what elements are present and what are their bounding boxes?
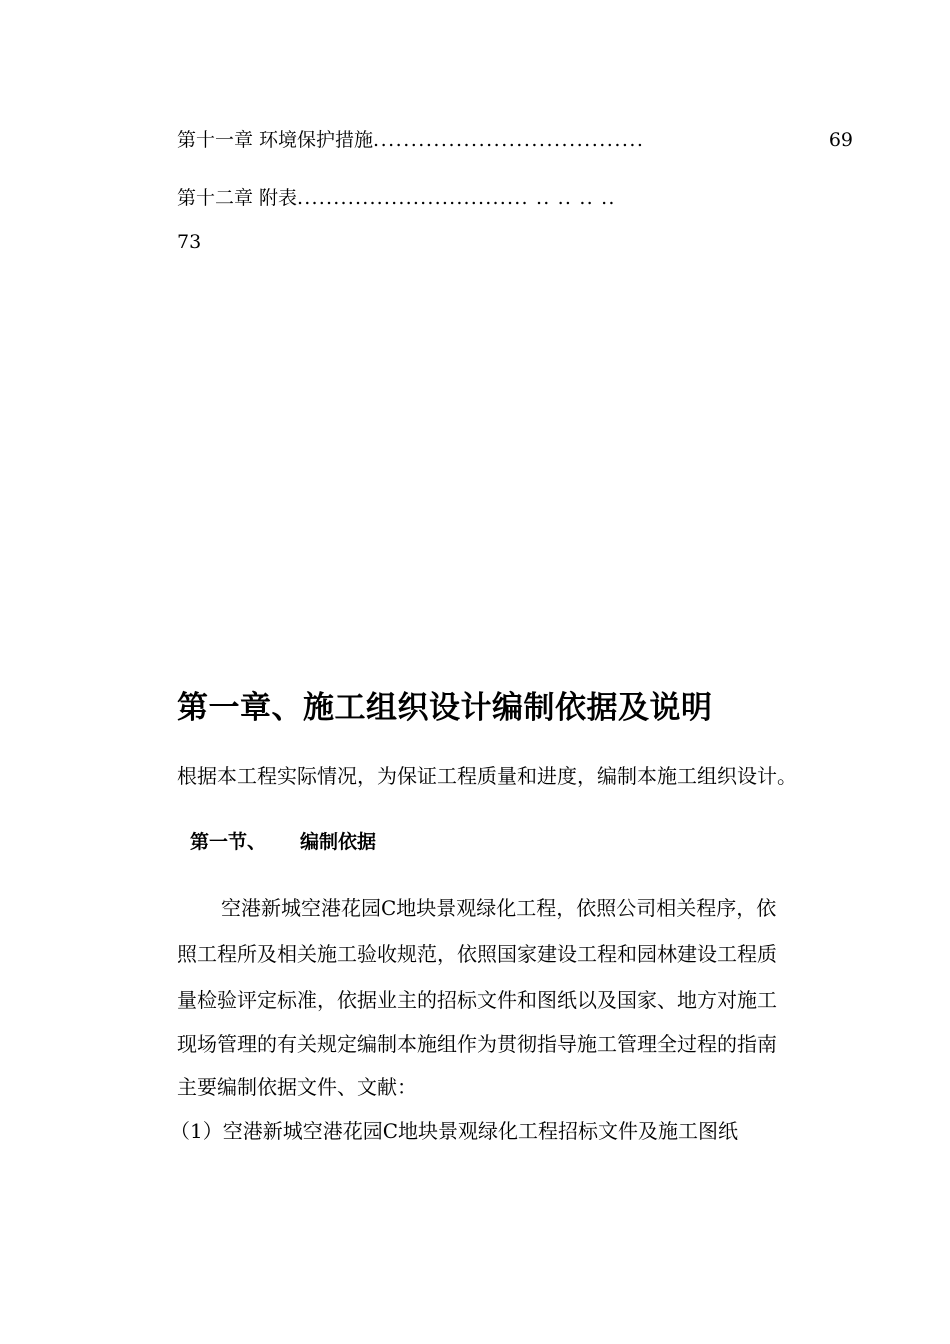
- body-paragraph-line: 主要编制依据文件、文献：: [177, 1075, 417, 1099]
- body-paragraph-line: 现场管理的有关规定编制本施组作为贯彻指导施工管理全过程的指南: [177, 1032, 777, 1056]
- section-title: 编制依据: [300, 831, 377, 853]
- chapter-title: 第一章、施工组织设计编制依据及说明: [177, 690, 713, 726]
- body-paragraph-line: 空港新城空港花园C地块景观绿化工程，依照公司相关程序，依: [221, 896, 777, 920]
- toc-page-number: 73: [177, 231, 202, 253]
- toc-leader-dots: ................................ .. .. .. ..: [297, 187, 616, 209]
- toc-entry-label: 第十一章 环境保护措施: [177, 129, 374, 151]
- toc-page-number: 69: [828, 129, 853, 151]
- toc-entry[interactable]: [177, 186, 853, 210]
- section-number: 第一节、: [190, 831, 267, 853]
- section-heading: [190, 828, 376, 856]
- body-paragraph-line: 量检验评定标准，依据业主的招标文件和图纸以及国家、地方对施工: [177, 988, 777, 1012]
- toc-entry[interactable]: [177, 128, 853, 152]
- toc-leader-dots: ....................................: [373, 129, 645, 151]
- toc-entry-label: 第十二章 附表: [177, 187, 298, 209]
- reference-list-item: （1）空港新城空港花园C地块景观绿化工程招标文件及施工图纸: [170, 1119, 739, 1143]
- chapter-intro: 根据本工程实际情况，为保证工程质量和进度，编制本施工组织设计。: [177, 764, 797, 788]
- body-paragraph-line: 照工程所及相关施工验收规范，依照国家建设工程和园林建设工程质: [177, 942, 777, 966]
